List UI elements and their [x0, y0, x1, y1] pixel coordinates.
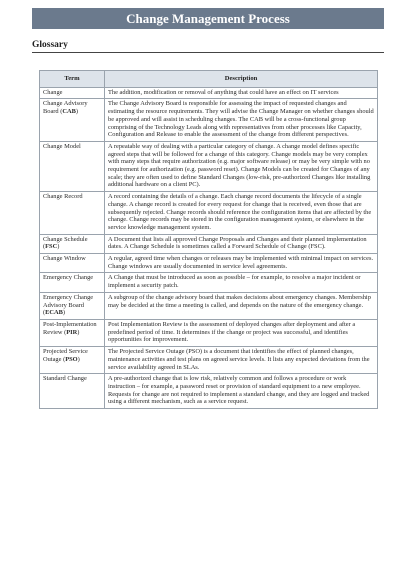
- table-row: [40, 87, 378, 99]
- table-row: [40, 234, 378, 253]
- table-row: [40, 99, 378, 142]
- term-cell: Projected Service Outage (PSO): [40, 347, 105, 374]
- term-abbreviation: ECAB: [45, 309, 63, 317]
- description-cell: A subgroup of the change advisory board that makes decisions about emergency changes. Membership may be decided at the time a meeting is called, and depends on the nature of the emergency change.: [105, 292, 378, 319]
- page-title: Change Management Process: [32, 8, 384, 29]
- table-row: [40, 273, 378, 292]
- term-text: Change Advisory Board: [43, 100, 88, 116]
- term-column-header: Term: [40, 71, 105, 88]
- term-text: Projected Service Outage: [43, 348, 88, 363]
- table-row: [40, 254, 378, 273]
- term-cell: [40, 273, 105, 292]
- term-cell: Post-Implementation Review (PIR): [40, 319, 105, 346]
- table-row: [40, 192, 378, 235]
- table-header-row: [40, 71, 378, 88]
- table-row: [40, 347, 378, 374]
- term-cell: [40, 87, 105, 99]
- term-cell: [40, 374, 105, 409]
- table-row: [40, 141, 378, 191]
- description-cell: The Projected Service Outage (PSO) is a document that identifies the effect of planned changes, maintenance activities and test plans on agreed service levels. It lists any expected deviations from the service availability agreed in SLAs.: [105, 347, 378, 374]
- term-cell: Change Schedule (FSC): [40, 234, 105, 253]
- term-abbreviation: CAB: [62, 108, 76, 116]
- term-text: Emergency Change Advisory Board: [43, 293, 94, 309]
- description-cell: The Change Advisory Board is responsible for assessing the impact of requested changes and estimating the resource requirements. They will advise the Change Manager on whether changes should be approved and will assist in scheduling changes. The CAB will be a cross-functional group comprising of the Technology Leads along with representatives from other processes like Capacity, Configuration and Release to enable the assessment of the change from different perspectives.: [105, 99, 378, 142]
- term-abbreviation: PIR: [66, 328, 78, 336]
- description-cell: A Document that lists all approved Change Proposals and Changes and their planned implementation dates. A Change Schedule is sometimes called a Forward Schedule of Change (FSC).: [105, 234, 378, 253]
- term-text: Emergency Change: [43, 274, 94, 282]
- description-cell: A Change that must be introduced as soon as possible – for example, to resolve a major incident or implement a security patch.: [105, 273, 378, 292]
- term-abbreviation: PSO: [65, 355, 78, 363]
- term-text: Change Record: [43, 193, 83, 201]
- term-text: Change Model: [43, 142, 81, 150]
- term-text: Post-Implementation Review: [43, 320, 97, 336]
- term-cell: Emergency Change Advisory Board (ECAB): [40, 292, 105, 319]
- description-cell: Post Implementation Review is the assessment of deployed changes after deployment and after a predefined period of time. It determines if the change or project was successful, and identifies opportunities for improvement.: [105, 319, 378, 346]
- term-abbreviation: FSC: [45, 243, 58, 251]
- description-cell: A record containing the details of a change. Each change record documents the lifecycle of a single change. A change record is created for every request for change that is received, even those that are subsequently rejected. Change records should reference the configuration items that are affected by the change. Change records may be stored in the configuration management system, or elsewhere in the service knowledge management system.: [105, 192, 378, 235]
- description-cell: A pre-authorized change that is low risk, relatively common and follows a procedure or work instruction – for example, a password reset or provision of standard equipment to a new employee. Requests for change are not required to implement a standard change, and they are logged and tracked using a different mechanism, such as a service request.: [105, 374, 378, 409]
- table-row: [40, 292, 378, 319]
- term-cell: [40, 254, 105, 273]
- description-column-header: Description: [105, 71, 378, 88]
- description-cell: The addition, modification or removal of anything that could have an effect on IT services: [105, 87, 378, 99]
- term-cell: Change Advisory Board (CAB): [40, 99, 105, 142]
- term-text: Change Window: [43, 255, 86, 263]
- term-text: Standard Change: [43, 375, 87, 383]
- term-cell: [40, 141, 105, 191]
- term-text: Change Schedule: [43, 235, 88, 243]
- table-row: [40, 319, 378, 346]
- term-text: Change: [43, 88, 63, 96]
- section-heading: Glossary: [32, 40, 384, 53]
- term-cell: [40, 192, 105, 235]
- description-cell: A repeatable way of dealing with a particular category of change. A change model defines specific agreed steps that will be followed for a change of this category. Change models may be very complex with many steps that require authorization (e.g. major software release) or may be very simple with no requirement for authorization (e.g. password reset). Change Models can be created for Changes of any scale; they are often used to define Standard Changes (low-risk, pre-authorized Changes like installing additional hardware on a client PC).: [105, 141, 378, 191]
- table-row: [40, 374, 378, 409]
- glossary-table: [39, 70, 378, 409]
- description-cell: A regular, agreed time when changes or releases may be implemented with minimal impact on services. Change windows are usually documented in service level agreements.: [105, 254, 378, 273]
